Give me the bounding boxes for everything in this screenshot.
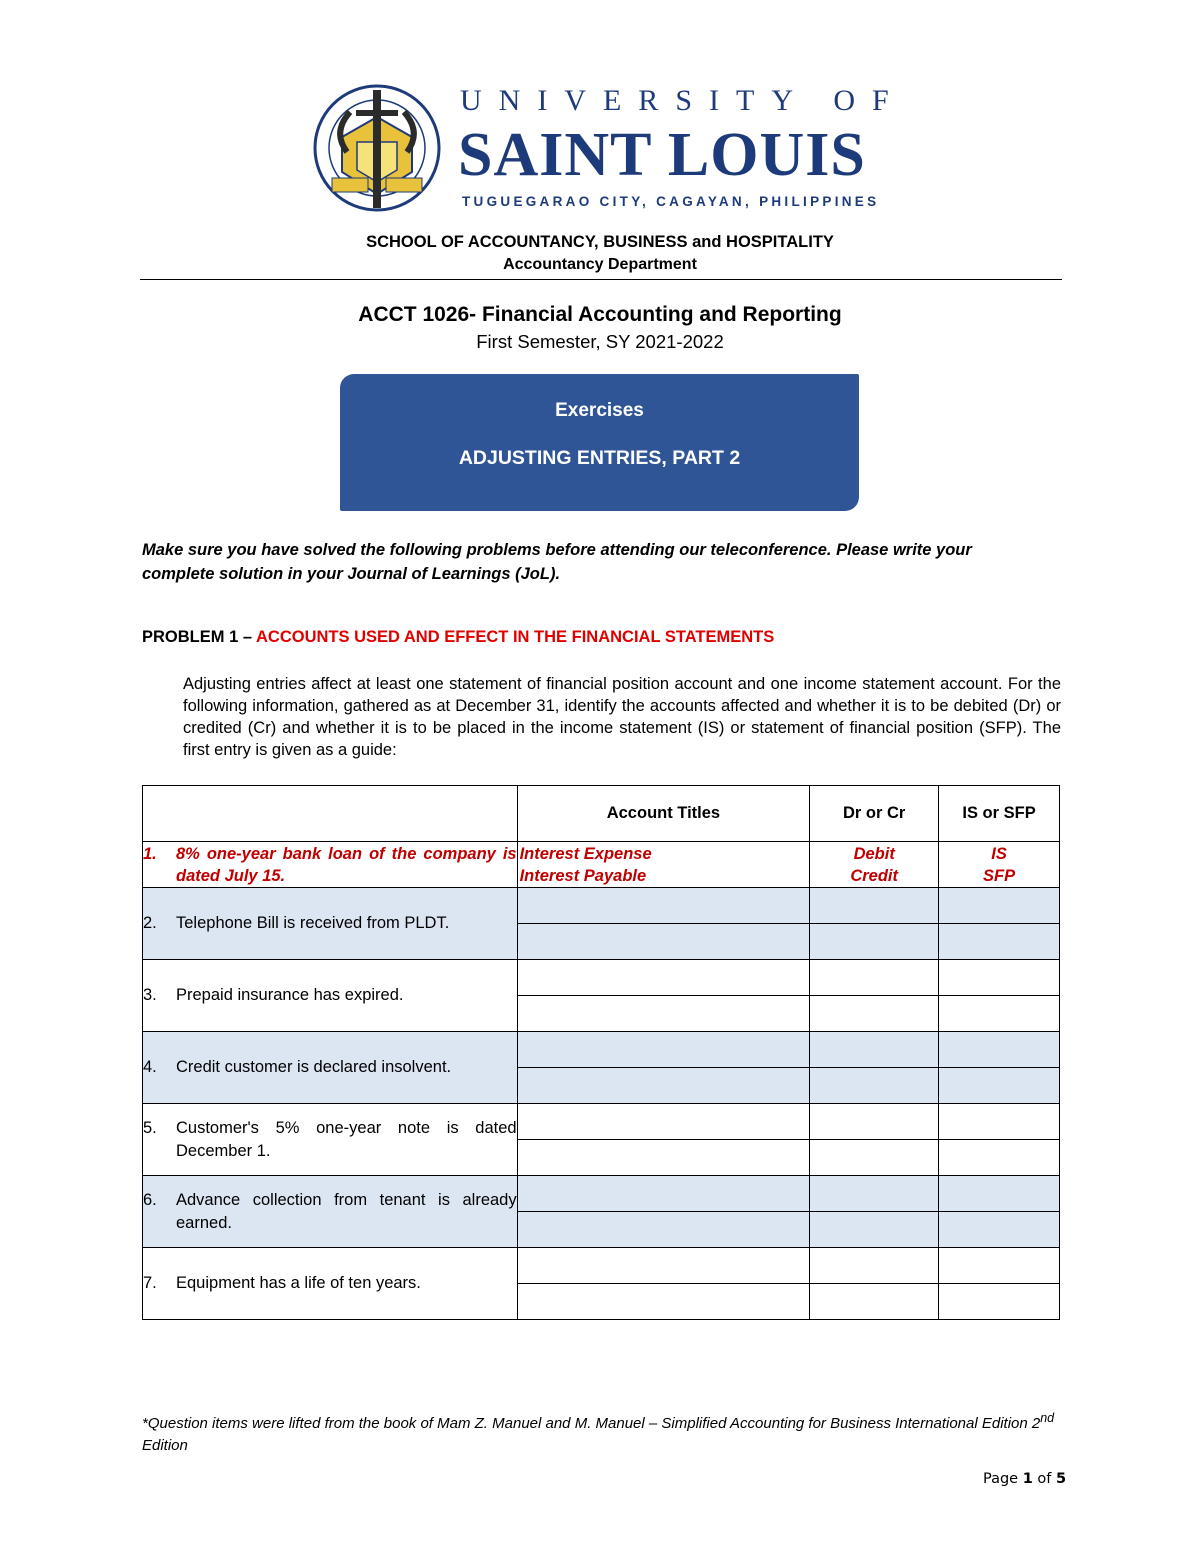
question-cell [143, 1104, 518, 1176]
account-title-input[interactable] [517, 1176, 810, 1212]
drcr-input[interactable] [810, 960, 939, 996]
school-name: SCHOOL OF ACCOUNTANCY, BUSINESS and HOSPITALITY [366, 233, 834, 251]
question-text: Telephone Bill is received from PLDT. [176, 914, 450, 932]
header-cell: Account Titles [517, 786, 810, 842]
drcr-input[interactable] [810, 1068, 939, 1104]
table-row [143, 960, 1060, 996]
semester: First Semester, SY 2021-2022 [476, 331, 724, 352]
example-account-1: Interest Expense [519, 844, 652, 863]
example-accounts [517, 842, 810, 888]
answer-table [142, 785, 1060, 1320]
example-drcr [810, 842, 939, 888]
account-title-input[interactable] [517, 996, 810, 1032]
page-of: of [1032, 1471, 1057, 1487]
issfp-input[interactable] [939, 1212, 1060, 1248]
question-text: Credit customer is declared insolvent. [176, 1058, 452, 1076]
footnote-sup: nd [1040, 1411, 1055, 1425]
header-cell: IS or SFP [939, 786, 1060, 842]
drcr-input[interactable] [810, 1104, 939, 1140]
issfp-input[interactable] [939, 924, 1060, 960]
account-title-input[interactable] [517, 1248, 810, 1284]
issfp-input[interactable] [939, 1104, 1060, 1140]
university-location: TUGUEGARAO CITY, CAGAYAN, PHILIPPINES [462, 194, 880, 209]
drcr-input[interactable] [810, 1176, 939, 1212]
account-title-input[interactable] [517, 1212, 810, 1248]
issfp-input[interactable] [939, 1284, 1060, 1320]
question-cell [143, 960, 518, 1032]
account-title-input[interactable] [517, 960, 810, 996]
table-row [143, 1248, 1060, 1284]
footnote [142, 1407, 1062, 1457]
drcr-input[interactable] [810, 888, 939, 924]
question-text: Prepaid insurance has expired. [176, 986, 404, 1004]
question-number: 5. [143, 1118, 157, 1137]
account-title-input[interactable] [517, 1284, 810, 1320]
question-text: 8% one-year bank loan of the company is dated July 15. [176, 844, 517, 885]
problem-title: ACCOUNTS USED AND EFFECT IN THE FINANCIAL STATEMENTS [256, 628, 775, 646]
question-number: 3. [143, 986, 157, 1004]
example-account-2: Interest Payable [519, 866, 647, 885]
table-row [143, 1176, 1060, 1212]
header-cell: Dr or Cr [810, 786, 939, 842]
example-drcr-2: Credit [850, 866, 899, 885]
university-seal [312, 82, 442, 214]
question-number: 1. [143, 844, 157, 863]
drcr-input[interactable] [810, 1284, 939, 1320]
example-issfp-2: SFP [983, 866, 1016, 885]
problem-label: PROBLEM 1 – [142, 628, 256, 646]
page-number [983, 1471, 1066, 1487]
banner-heading: Exercises [555, 400, 644, 421]
account-title-input[interactable] [517, 1068, 810, 1104]
issfp-input[interactable] [939, 1032, 1060, 1068]
example-drcr-1: Debit [853, 844, 895, 863]
drcr-input[interactable] [810, 1248, 939, 1284]
account-title-input[interactable] [517, 924, 810, 960]
question-cell [143, 1176, 518, 1248]
table-row [143, 1104, 1060, 1140]
header-cell [143, 786, 518, 842]
question-cell [143, 1032, 518, 1104]
example-issfp [939, 842, 1060, 888]
problem-heading [142, 628, 774, 647]
issfp-input[interactable] [939, 1176, 1060, 1212]
question-number: 7. [143, 1274, 157, 1292]
university-name: SAINT LOUIS [458, 121, 866, 189]
account-title-input[interactable] [517, 888, 810, 924]
question-number: 6. [143, 1190, 157, 1209]
example-issfp-1: IS [991, 844, 1007, 863]
account-title-input[interactable] [517, 1140, 810, 1176]
issfp-input[interactable] [939, 1248, 1060, 1284]
issfp-input[interactable] [939, 960, 1060, 996]
table-row [143, 888, 1060, 924]
issfp-input[interactable] [939, 996, 1060, 1032]
problem-paragraph: Adjusting entries affect at least one statement of financial position account and one income statement account. For the following information, gathered as at December 31, identify the accounts affected and whether it is to be debited (Dr) or credited (Cr) and whether it is to be placed in the income statement (IS) or statement of financial position (SFP). The first entry is given as a guide: [183, 675, 1061, 759]
course-title: ACCT 1026- Financial Accounting and Reporting [358, 303, 842, 326]
question-text: Customer's 5% one-year note is dated December 1. [176, 1118, 517, 1160]
question-text: Advance collection from tenant is already earned. [176, 1190, 517, 1232]
question-cell [143, 1248, 518, 1320]
university-of-text: UNIVERSITY OF [460, 84, 906, 117]
exercise-banner [340, 374, 859, 511]
drcr-input[interactable] [810, 1140, 939, 1176]
header-divider [140, 279, 1062, 280]
question-cell [143, 888, 518, 960]
page-prefix: Page [983, 1471, 1023, 1487]
account-title-input[interactable] [517, 1032, 810, 1068]
footnote-text: *Question items were lifted from the book of Mam Z. Manuel and M. Manuel – Simplified Accounting for Business International Edition 2 [142, 1415, 1041, 1432]
drcr-input[interactable] [810, 1032, 939, 1068]
example-row [143, 842, 1060, 888]
banner-subheading: ADJUSTING ENTRIES, PART 2 [458, 447, 741, 469]
issfp-input[interactable] [939, 1140, 1060, 1176]
table-row [143, 1032, 1060, 1068]
drcr-input[interactable] [810, 1212, 939, 1248]
example-question [143, 842, 518, 888]
question-number: 2. [143, 914, 157, 932]
question-text: Equipment has a life of ten years. [176, 1274, 421, 1292]
page-total: 5 [1056, 1471, 1067, 1487]
drcr-input[interactable] [810, 996, 939, 1032]
page-current: 1 [1022, 1471, 1033, 1487]
account-title-input[interactable] [517, 1104, 810, 1140]
drcr-input[interactable] [810, 924, 939, 960]
instructions: Make sure you have solved the following problems before attending our teleconference. Please write your complete solution in your Journal of Learnings (JoL). [142, 541, 972, 583]
table-header-row [143, 786, 1060, 842]
issfp-input[interactable] [939, 888, 1060, 924]
question-number: 4. [143, 1058, 157, 1076]
department-name: Accountancy Department [503, 256, 697, 273]
issfp-input[interactable] [939, 1068, 1060, 1104]
footnote-tail: Edition [142, 1437, 188, 1454]
university-logo [312, 82, 906, 222]
